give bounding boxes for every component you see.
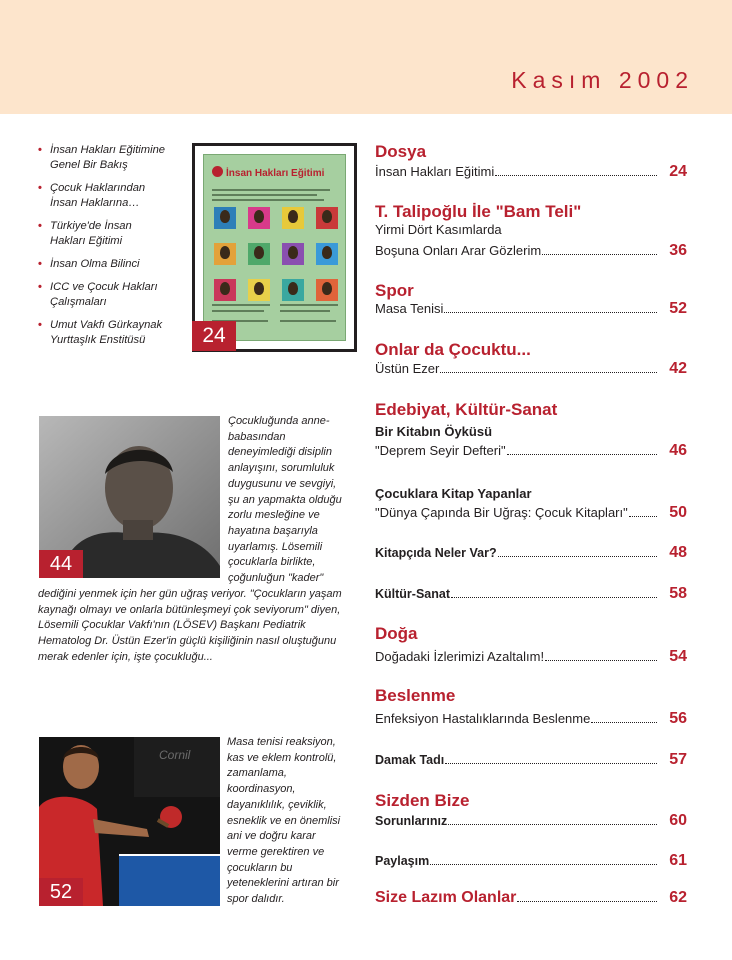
page-number: 54: [669, 648, 687, 665]
toc-entry[interactable]: [375, 812, 687, 830]
page-number: 48: [669, 544, 687, 561]
cover-text-line: [212, 189, 330, 191]
leader-dots: [507, 454, 657, 455]
page-number: 60: [669, 812, 687, 829]
page-number: 36: [669, 242, 687, 259]
page-number: 52: [669, 300, 687, 317]
toc-entry-title: Masa Tenisi: [375, 301, 444, 316]
toc-entry-title: İnsan Hakları Eğitimi: [375, 164, 495, 179]
portrait-tile: [214, 243, 236, 265]
page-number: 57: [669, 751, 687, 768]
toc-section-bamteli: [375, 201, 687, 223]
leader-dots: [517, 901, 657, 902]
page-number: 50: [669, 504, 687, 521]
toc-entry-title: Sorunlarınız: [375, 814, 448, 828]
toc-entry-line: Yirmi Dört Kasımlarda: [375, 222, 502, 237]
leader-dots: [430, 864, 657, 865]
portrait-tile: [248, 207, 270, 229]
toc-entry[interactable]: [375, 360, 687, 378]
dossier-topics-list: [38, 143, 188, 356]
cover-logo-icon: [212, 166, 223, 177]
toc-entry-title: Doğadaki İzlerimizi Azaltalım!: [375, 649, 545, 664]
toc-entry-title: Enfeksiyon Hastalıklarında Beslenme: [375, 711, 591, 726]
toc-entry-size-lazim[interactable]: [375, 889, 687, 907]
section-title: Doğa: [375, 624, 418, 643]
list-item[interactable]: • Umut Vakfı Gürkaynak Yurttaşlık Enstitüsü: [38, 318, 178, 348]
issue-date: Kasım 2002: [511, 67, 694, 93]
page-number: 46: [669, 442, 687, 459]
leader-dots: [545, 660, 657, 661]
toc-entry-title: Paylaşım: [375, 854, 430, 868]
toc-entry-title: "Dünya Çapında Bir Uğraş: Çocuk Kitapları": [375, 505, 628, 520]
portrait-tile: [316, 279, 338, 301]
portrait-tile: [282, 207, 304, 229]
toc-section-spor: [375, 280, 687, 302]
portrait-tile: [248, 279, 270, 301]
section-title: Edebiyat, Kültür-Sanat: [375, 400, 558, 419]
section-title: Spor: [375, 281, 414, 300]
cover-text-line: [212, 194, 317, 196]
feature-caption: Masa tenisi reaksiyon, kas ve eklem kontrolü, zamanlama, koordinasyon, dayanıklılık, çeviklik, esneklik ve en önemlisi ani ve doğru karar verme gerektiren ve çocukların bu yeteneklerini artıran bir spor dalıdır.: [227, 736, 341, 906]
portrait-tile: [214, 207, 236, 229]
toc-section-beslenme: [375, 685, 687, 707]
page-number: 56: [669, 710, 687, 727]
page-badge: 52: [39, 878, 83, 906]
toc-entry-title: Kültür-Sanat: [375, 587, 450, 601]
leader-dots: [495, 175, 657, 176]
list-item[interactable]: • Türkiye'de İnsan Hakları Eğitimi: [38, 219, 148, 249]
portrait-tile: [282, 279, 304, 301]
cover-image: [203, 154, 346, 341]
page-number: 58: [669, 585, 687, 602]
dossier-cover-thumbnail[interactable]: [192, 143, 357, 352]
leader-dots: [591, 722, 657, 723]
svg-text:Cornil: Cornil: [159, 748, 191, 762]
page-number: 42: [669, 360, 687, 377]
leader-dots: [451, 597, 657, 598]
toc-section-dosya: [375, 141, 687, 163]
toc-section-edebiyat: [375, 399, 687, 421]
leader-dots: [448, 824, 657, 825]
toc-entry[interactable]: [375, 585, 687, 603]
feature-caption-continued: dediğini yenmek için her gün uğraş veriyor. "Çocukların yaşam kaynağı olmayı ve onlarla bütünleşmeyi çok seviyorum" diyen, Lösemili Çocuklar Vakfı'nın (LÖSEV) Başkanı Pediatrik Hematolog Dr. Üstün Ezer'in güçlü kişiliğinin nasıl oluştuğunu merak edenler için, işte çocukluğu...: [38, 588, 342, 663]
leader-dots: [498, 556, 657, 557]
leader-dots: [444, 312, 657, 313]
page-number: 24: [669, 163, 687, 180]
list-item[interactable]: • Çocuk Haklarından İnsan Haklarına…: [38, 181, 158, 211]
portrait-tile: [316, 243, 338, 265]
cover-title: İnsan Hakları Eğitimi: [226, 168, 325, 179]
portrait-tile: [248, 243, 270, 265]
toc-entry[interactable]: [375, 163, 687, 181]
page-badge: 44: [39, 550, 83, 578]
toc-section-sizden: [375, 790, 687, 812]
list-item[interactable]: • ICC ve Çocuk Hakları Çalışmaları: [38, 280, 168, 310]
toc-entry[interactable]: [375, 242, 687, 260]
toc-entry[interactable]: [375, 852, 687, 870]
leader-dots: [445, 763, 657, 764]
portrait-tile: [214, 279, 236, 301]
portrait-tile: [282, 243, 304, 265]
toc-subheading: Çocuklara Kitap Yapanlar: [375, 486, 532, 501]
section-title: Beslenme: [375, 686, 456, 705]
page-number: 61: [669, 852, 687, 869]
section-title: Sizden Bize: [375, 791, 470, 810]
toc-entry[interactable]: [375, 710, 687, 728]
toc-entry[interactable]: [375, 504, 687, 522]
header-band: [0, 0, 732, 114]
toc-entry[interactable]: [375, 544, 687, 562]
toc-entry-title: Üstün Ezer: [375, 361, 440, 376]
leader-dots: [440, 372, 657, 373]
toc-entry-title: Boşuna Onları Arar Gözlerim: [375, 243, 542, 258]
toc-entry[interactable]: [375, 648, 687, 666]
section-title: Dosya: [375, 142, 427, 161]
toc-entry[interactable]: [375, 300, 687, 318]
feature-caption: Çocukluğunda anne-babasından deneyimlediği disiplin anlayışını, sorumluluk duygusunu ve sevgiyi, şu an yapmakta olduğu zorlu mesleğine ve hayatına başarıyla uyarlamış. Lösemili çocuklarla birlikte, çoğunluğun "kader": [228, 415, 342, 585]
toc-entry-title: Kitapçıda Neler Var?: [375, 546, 497, 560]
page-badge: 24: [192, 321, 236, 351]
toc-entry[interactable]: [375, 442, 687, 460]
portrait-tile: [316, 207, 338, 229]
feature-photo-table-tennis[interactable]: [39, 737, 220, 906]
feature-photo-ustun-ezer[interactable]: [39, 416, 220, 578]
toc-section-onlar: [375, 339, 687, 361]
toc-entry-title: Size Lazım Olanlar: [375, 889, 517, 906]
list-item[interactable]: • İnsan Hakları Eğitimine Genel Bir Bakış: [38, 143, 178, 173]
page-number: 62: [669, 889, 687, 906]
leader-dots: [629, 516, 657, 517]
toc-entry[interactable]: [375, 751, 687, 769]
toc-section-doga: [375, 623, 687, 645]
leader-dots: [542, 254, 657, 255]
toc-entry-title: Damak Tadı: [375, 753, 445, 767]
section-title: Onlar da Çocuktu...: [375, 340, 531, 359]
section-title: T. Talipoğlu İle "Bam Teli": [375, 202, 582, 221]
toc-entry-title: "Deprem Seyir Defteri": [375, 443, 506, 458]
toc-subheading: Bir Kitabın Öyküsü: [375, 424, 493, 439]
cover-text-line: [212, 199, 324, 201]
list-item[interactable]: • İnsan Olma Bilinci: [38, 257, 188, 272]
